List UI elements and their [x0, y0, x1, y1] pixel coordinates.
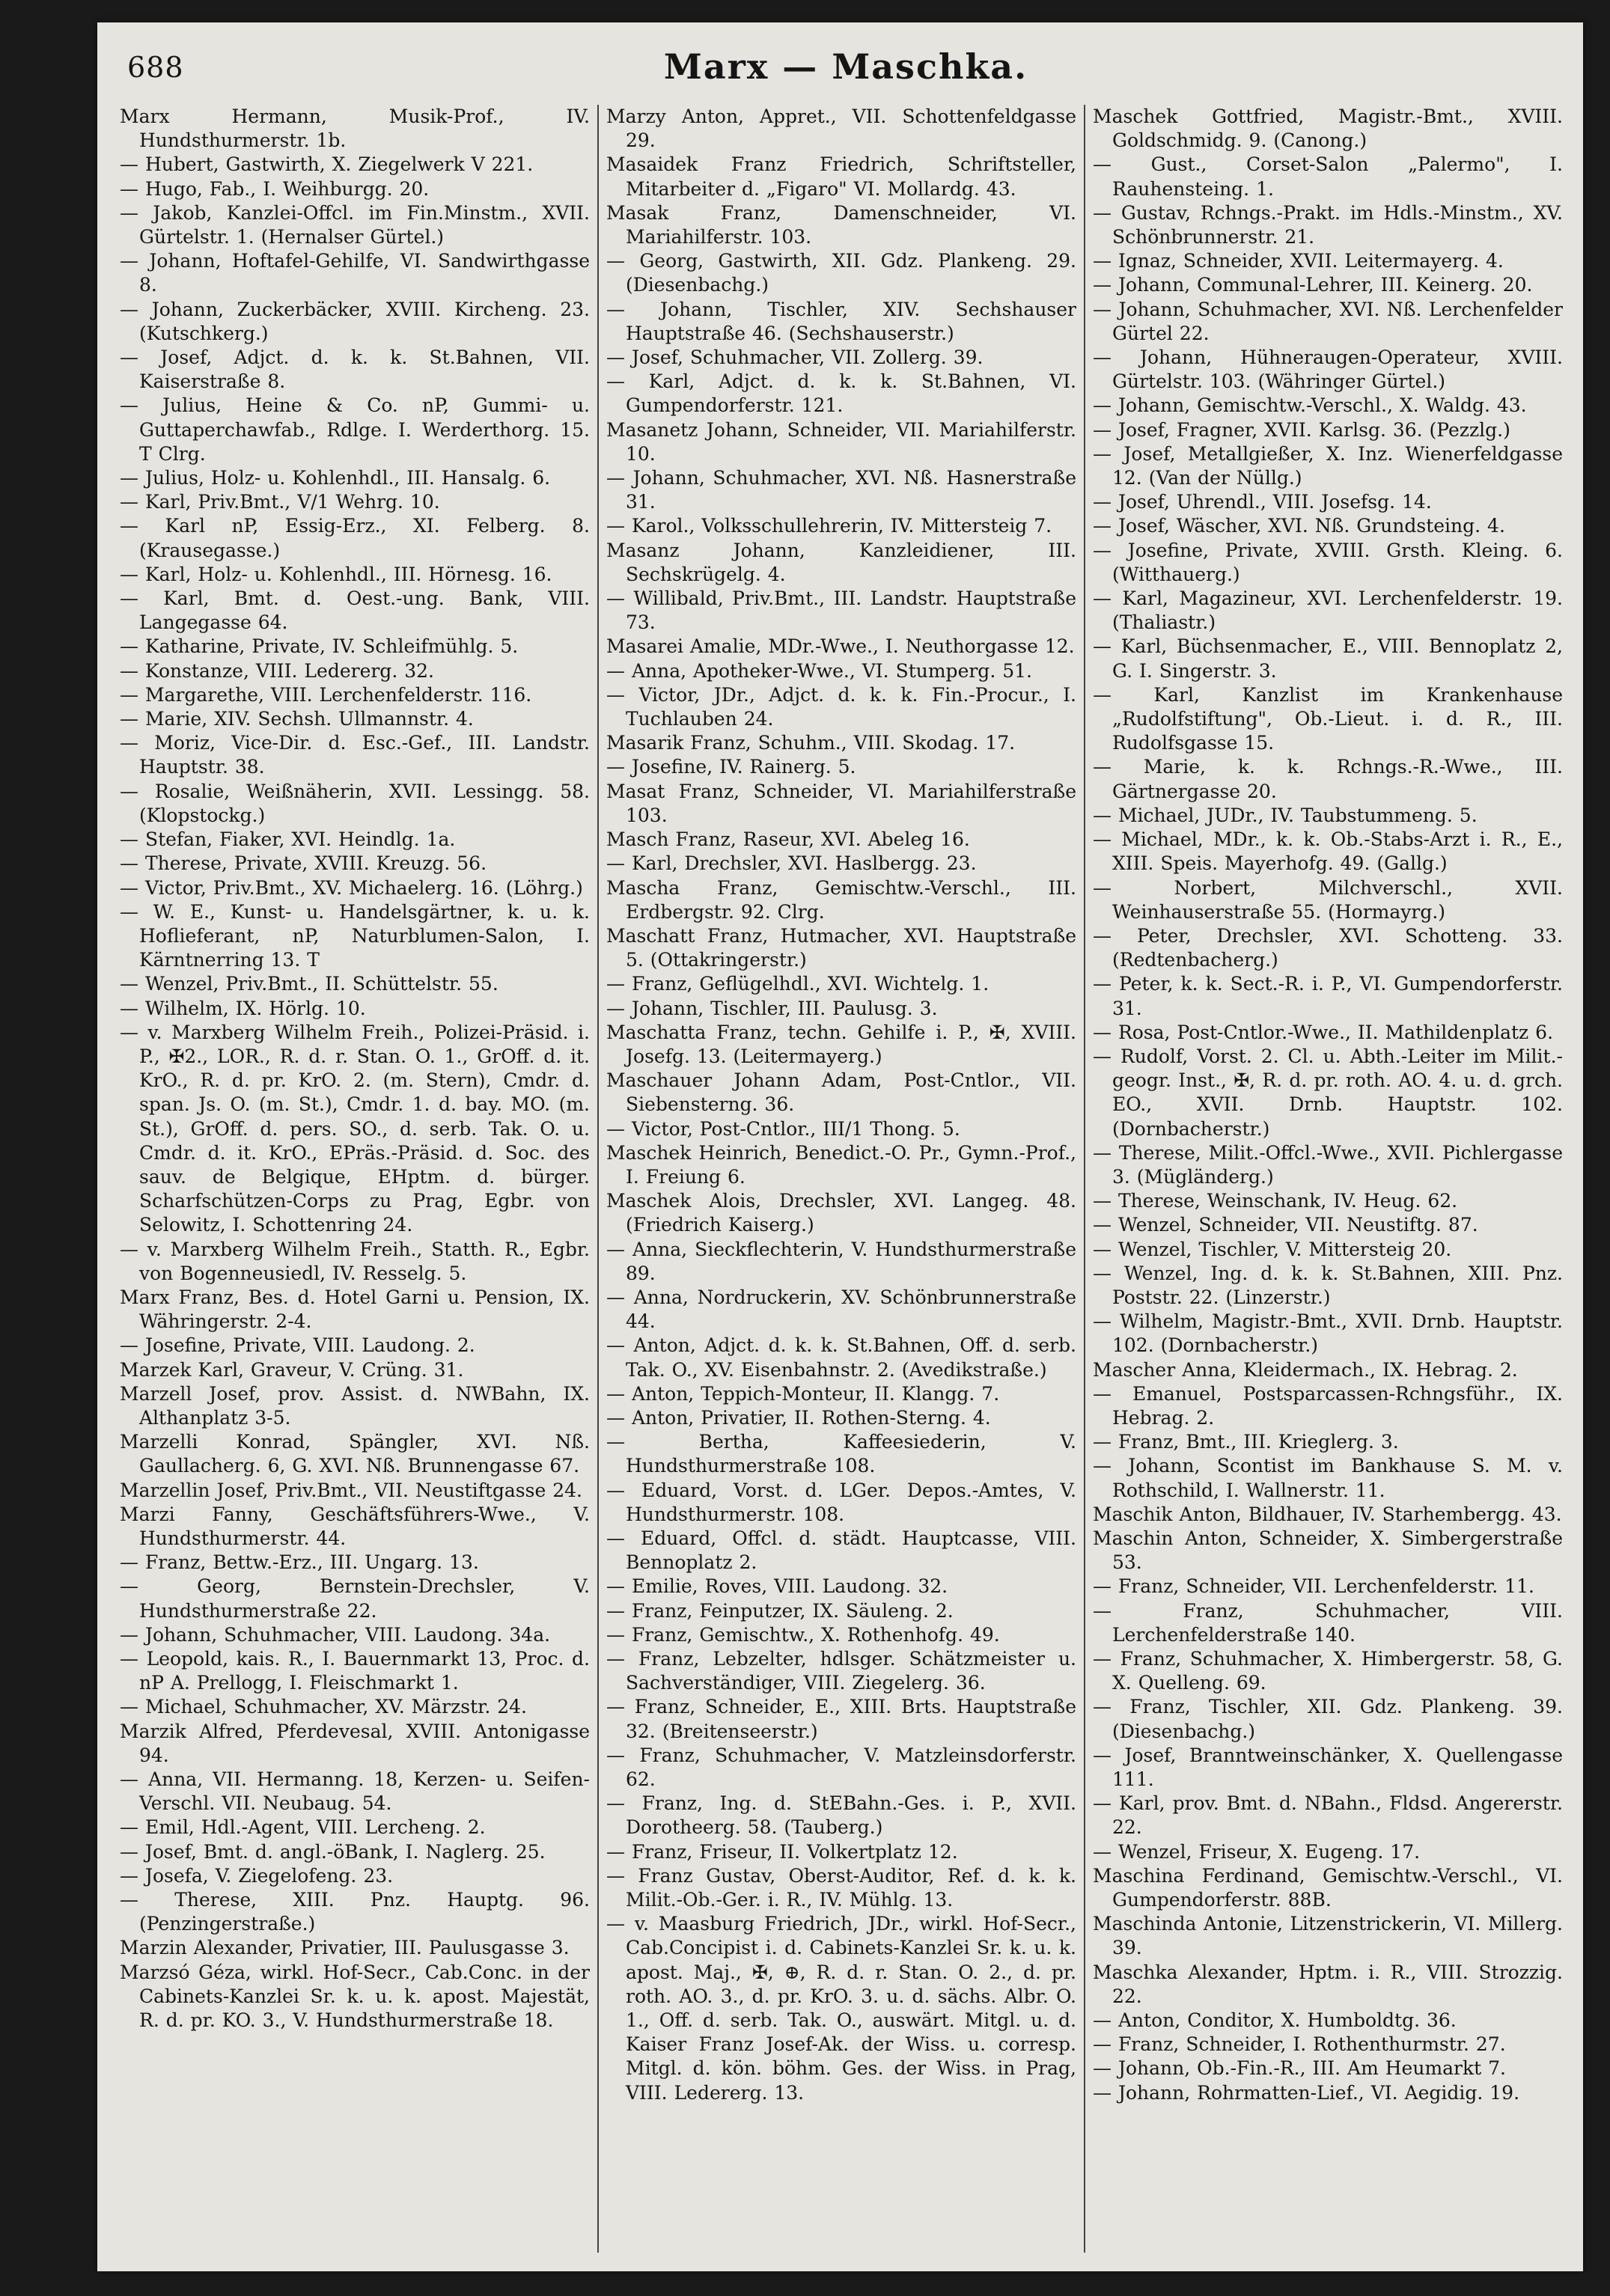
- directory-columns: [120, 105, 1572, 2253]
- directory-entry: — Franz, Tischler, XII. Gdz. Plankeng. 39. (Diesenbachg.): [1093, 1696, 1563, 1742]
- directory-entry: Marzi Fanny, Geschäftsführers-Wwe., V. Hundsthurmerstr. 44.: [120, 1503, 590, 1549]
- directory-entry: Maschek Gottfried, Magistr.-Bmt., XVIII. Goldschmidg. 9. (Canong.): [1093, 106, 1563, 152]
- directory-entry: Marzsó Géza, wirkl. Hof-Secr., Cab.Conc. in der Cabinets-Kanzlei Sr. k. u. k. apost. Majestät, R. d. pr. KO. 3., V. Hundsthurmerstraße 18.: [120, 1961, 590, 2032]
- directory-entry: — Franz, Ing. d. StEBahn.-Ges. i. P., XVII. Dorotheerg. 58. (Tauberg.): [606, 1792, 1076, 1839]
- directory-entry: — Johann, Tischler, III. Paulusg. 3.: [606, 997, 938, 1019]
- directory-entry: — Johann, Rohrmatten-Lief., VI. Aegidig. 19.: [1093, 2081, 1520, 2104]
- directory-entry: — Bertha, Kaffeesiederin, V. Hundsthurmerstraße 108.: [606, 1431, 1076, 1477]
- directory-entry: — Franz, Friseur, II. Volkertplatz 12.: [606, 1840, 958, 1863]
- directory-entry: — Franz, Schneider, VII. Lerchenfelderstr. 11.: [1093, 1575, 1534, 1598]
- directory-entry: Maschatt Franz, Hutmacher, XVI. Hauptstraße 5. (Ottakringerstr.): [606, 924, 1076, 971]
- directory-entry: Maschauer Johann Adam, Post-Cntlor., VII. Siebensterng. 36.: [606, 1069, 1076, 1116]
- directory-entry: — Emanuel, Postsparcassen-Rchngsführ., IX. Hebrag. 2.: [1093, 1382, 1563, 1429]
- directory-entry: — Johann, Scontist im Bankhause S. M. v. Rothschild, I. Wallnerstr. 11.: [1093, 1455, 1563, 1501]
- directory-entry: — Emil, Hdl.-Agent, VIII. Lercheng. 2.: [120, 1816, 486, 1839]
- directory-entry: Marzik Alfred, Pferdevesal, XVIII. Antonigasse 94.: [120, 1720, 590, 1766]
- directory-entry: — Franz, Schuhmacher, VIII. Lerchenfelderstraße 140.: [1093, 1599, 1563, 1646]
- directory-entry: — Michael, JUDr., IV. Taubstummeng. 5.: [1093, 804, 1478, 826]
- directory-entry: — Gustav, Rchngs.-Prakt. im Hdls.-Minstm., XV. Schönbrunnerstr. 21.: [1093, 201, 1563, 248]
- page-number: 688: [127, 51, 184, 84]
- directory-entry: — Josefine, IV. Rainerg. 5.: [606, 756, 856, 778]
- directory-entry: Maschinda Antonie, Litzenstrickerin, VI. Millerg. 39.: [1093, 1913, 1563, 1959]
- directory-entry: Marx Hermann, Musik-Prof., IV. Hundsthurmerstr. 1b.: [120, 106, 590, 152]
- directory-entry: — Anna, Sieckflechterin, V. Hundsthurmerstraße 89.: [606, 1238, 1076, 1284]
- directory-entry: — Marie, XIV. Sechsh. Ullmannstr. 4.: [120, 708, 474, 730]
- directory-entry: — v. Marxberg Wilhelm Freih., Statth. R., Egbr. von Bogenneusiedl, IV. Resselg. 5.: [120, 1238, 590, 1284]
- directory-entry: Masarei Amalie, MDr.-Wwe., I. Neuthorgasse 12.: [606, 635, 1075, 658]
- directory-entry: — Karl nP, Essig-Erz., XI. Felberg. 8. (Krausegasse.): [120, 515, 590, 561]
- directory-entry: — Johann, Hühneraugen-Operateur, XVIII. Gürtelstr. 103. (Währinger Gürtel.): [1093, 346, 1563, 393]
- directory-entry: — v. Marxberg Wilhelm Freih., Polizei-Präsid. i. P., ✠2., LOR., R. d. r. Stan. O. 1., GrOff. d. it. KrO., R. d. pr. KrO. 2. (m. Stern), Cmdr. d. span. Js. O. (m. St.), Cmdr. 1. d. bay. MO. (m. St.), GrOff. d. pers. SO., d. serb. Tak. O. u. Cmdr. d. it. KrO., EPräs.-Präsid. d. Soc. des sauv. de Belgique, EHptm. d. bürger. Scharfschützen-Corps zu Prag, Egbr. von Selowitz, I. Schottenring 24.: [120, 1021, 590, 1236]
- directory-entry: — Franz, Lebzelter, hdlsger. Schätzmeister u. Sachverständiger, VIII. Ziegelerg. 36.: [606, 1648, 1076, 1694]
- directory-entry: — Katharine, Private, IV. Schleifmühlg. 5.: [120, 635, 519, 658]
- directory-entry: Mascher Anna, Kleidermach., IX. Hebrag. 2.: [1093, 1358, 1518, 1381]
- directory-entry: — Therese, Weinschank, IV. Heug. 62.: [1093, 1190, 1458, 1212]
- directory-entry: — Jakob, Kanzlei-Offcl. im Fin.Minstm., XVII. Gürtelstr. 1. (Hernalser Gürtel.): [120, 201, 590, 248]
- directory-entry: — Wenzel, Tischler, V. Mittersteig 20.: [1093, 1238, 1452, 1260]
- directory-entry: — v. Maasburg Friedrich, JDr., wirkl. Hof-Secr., Cab.Concipist i. d. Cabinets-Kanzlei Sr. k. u. k. apost. Maj., ✠, ⊕, R. d. r. Stan. O. 2., d. pr. roth. AO. 3., d. pr. KrO. 3. u. d. sächs. Albr. O. 1., Off. d. serb. Tak. O., auswärt. Mitgl. u. d. Kaiser Franz Josef-Ak. der Wiss. u. corresp. Mitgl. d. kön. böhm. Ges. der Wiss. in Prag, VIII. Ledererg. 13.: [606, 1913, 1076, 2104]
- directory-entry: Masanetz Johann, Schneider, VII. Mariahilferstr. 10.: [606, 418, 1076, 465]
- directory-entry: — Johann, Gemischtw.-Verschl., X. Waldg. 43.: [1093, 394, 1527, 417]
- directory-entry: — Anna, VII. Hermanng. 18, Kerzen- u. Seifen-Verschl. VII. Neubaug. 54.: [120, 1768, 590, 1815]
- directory-entry: — Karl, Adjct. d. k. k. St.Bahnen, VI. Gumpendorferstr. 121.: [606, 370, 1076, 417]
- directory-entry: — Rudolf, Vorst. 2. Cl. u. Abth.-Leiter im Milit.-geogr. Inst., ✠, R. d. pr. roth. AO. 4. u. d. grch. EO., XVII. Drnb. Hauptstr. 102. (Dornbacherstr.): [1093, 1045, 1563, 1140]
- directory-entry: — Franz, Gemischtw., X. Rothenhofg. 49.: [606, 1623, 1000, 1646]
- directory-entry: — Hugo, Fab., I. Weihburgg. 20.: [120, 177, 430, 200]
- column-2: [606, 105, 1076, 2253]
- directory-entry: — Julius, Holz- u. Kohlenhdl., III. Hansalg. 6.: [120, 467, 551, 489]
- directory-entry: — Karl, Drechsler, XVI. Haslbergg. 23.: [606, 852, 977, 875]
- directory-entry: — Peter, Drechsler, XVI. Schotteng. 33. (Redtenbacherg.): [1093, 924, 1563, 971]
- directory-entry: — Franz, Feinputzer, IX. Säuleng. 2.: [606, 1599, 954, 1622]
- directory-entry: — Josef, Metallgießer, X. Inz. Wienerfeldgasse 12. (Van der Nüllg.): [1093, 442, 1563, 489]
- directory-entry: Marzin Alexander, Privatier, III. Paulusgasse 3.: [120, 1937, 570, 1959]
- directory-entry: — Anna, Nordruckerin, XV. Schönbrunnerstraße 44.: [606, 1286, 1076, 1333]
- directory-entry: — Josef, Adjct. d. k. k. St.Bahnen, VII. Kaiserstraße 8.: [120, 346, 590, 393]
- directory-entry: Maschin Anton, Schneider, X. Simbergerstraße 53.: [1093, 1527, 1563, 1574]
- directory-entry: — Willibald, Priv.Bmt., III. Landstr. Hauptstraße 73.: [606, 587, 1076, 634]
- directory-entry: — Wilhelm, Magistr.-Bmt., XVII. Drnb. Hauptstr. 102. (Dornbacherstr.): [1093, 1310, 1563, 1357]
- directory-entry: — Michael, MDr., k. k. Ob.-Stabs-Arzt i. R., E., XIII. Speis. Mayerhofg. 49. (Gallg.): [1093, 828, 1563, 875]
- directory-entry: Masak Franz, Damenschneider, VI. Mariahilferstr. 103.: [606, 201, 1076, 248]
- directory-entry: — Leopold, kais. R., I. Bauernmarkt 13, Proc. d. nP A. Prellogg, I. Fleischmarkt 1.: [120, 1648, 590, 1694]
- directory-entry: — Franz, Geflügelhdl., XVI. Wichtelg. 1.: [606, 973, 990, 995]
- directory-entry: Marzek Karl, Graveur, V. Crüng. 31.: [120, 1358, 464, 1381]
- directory-entry: — Rosa, Post-Cntlor.-Wwe., II. Mathildenplatz 6.: [1093, 1021, 1554, 1043]
- directory-entry: — Peter, k. k. Sect.-R. i. P., VI. Gumpendorferstr. 31.: [1093, 973, 1563, 1019]
- directory-entry: Marzelli Konrad, Spängler, XVI. Nß. Gaullacherg. 6, G. XVI. Nß. Brunnengasse 67.: [120, 1431, 590, 1477]
- directory-entry: — Josef, Bmt. d. angl.-öBank, I. Naglerg. 25.: [120, 1840, 546, 1863]
- directory-entry: — Emilie, Roves, VIII. Laudong. 32.: [606, 1575, 948, 1598]
- directory-entry: — Josef, Uhrendl., VIII. Josefsg. 14.: [1093, 491, 1432, 513]
- directory-entry: — Victor, JDr., Adjct. d. k. k. Fin.-Procur., I. Tuchlauben 24.: [606, 683, 1076, 730]
- directory-entry: — Moriz, Vice-Dir. d. Esc.-Gef., III. Landstr. Hauptstr. 38.: [120, 732, 590, 778]
- directory-entry: — Josef, Wäscher, XVI. Nß. Grundsteing. 4.: [1093, 515, 1505, 537]
- directory-entry: — Stefan, Fiaker, XVI. Heindlg. 1a.: [120, 828, 456, 851]
- directory-entry: — Karl, Priv.Bmt., V/1 Wehrg. 10.: [120, 491, 440, 513]
- directory-entry: — Franz, Bettw.-Erz., III. Ungarg. 13.: [120, 1551, 479, 1574]
- directory-entry: — Rosalie, Weißnäherin, XVII. Lessingg. 58. (Klopstockg.): [120, 780, 590, 826]
- column-3: [1093, 105, 1563, 2253]
- directory-entry: — Karl, Büchsenmacher, E., VIII. Bennoplatz 2, G. I. Singerstr. 3.: [1093, 635, 1563, 682]
- directory-entry: — Johann, Tischler, XIV. Sechshauser Hauptstraße 46. (Sechshauserstr.): [606, 298, 1076, 344]
- directory-entry: — Julius, Heine & Co. nP, Gummi- u. Guttaperchawfab., Rdlge. I. Werderthorg. 15. T Clrg.: [120, 394, 590, 465]
- directory-entry: — W. E., Kunst- u. Handelsgärtner, k. u. k. Hoflieferant, nP, Naturblumen-Salon, I. Kärntnerring 13. T: [120, 900, 590, 971]
- directory-entry: — Ignaz, Schneider, XVII. Leitermayerg. 4.: [1093, 250, 1504, 272]
- directory-entry: — Franz, Schneider, I. Rothenthurmstr. 27.: [1093, 2033, 1506, 2056]
- column-divider: [1084, 105, 1085, 2253]
- directory-entry: — Johann, Schuhmacher, XVI. Nß. Hasnerstraße 31.: [606, 467, 1076, 513]
- page-header: [127, 42, 1564, 94]
- directory-entry: Masaidek Franz Friedrich, Schriftsteller, Mitarbeiter d. „Figaro" VI. Mollardg. 43.: [606, 153, 1076, 200]
- directory-entry: — Johann, Zuckerbäcker, XVIII. Kircheng. 23. (Kutschkerg.): [120, 298, 590, 344]
- directory-entry: Masat Franz, Schneider, VI. Mariahilferstraße 103.: [606, 780, 1076, 826]
- directory-entry: — Anna, Apotheker-Wwe., VI. Stumperg. 51.: [606, 659, 1032, 682]
- directory-entry: — Josefine, Private, XVIII. Grsth. Kleing. 6. (Witthauerg.): [1093, 539, 1563, 585]
- directory-page: [97, 22, 1583, 2271]
- directory-entry: Maschik Anton, Bildhauer, IV. Starhembergg. 43.: [1093, 1503, 1562, 1525]
- directory-entry: — Gust., Corset-Salon „Palermo", I. Rauhensteing. 1.: [1093, 153, 1563, 200]
- directory-entry: — Eduard, Offcl. d. städt. Hauptcasse, VIII. Bennoplatz 2.: [606, 1527, 1076, 1574]
- directory-entry: Maschka Alexander, Hptm. i. R., VIII. Strozzig. 22.: [1093, 1961, 1563, 2007]
- directory-entry: Maschatta Franz, techn. Gehilfe i. P., ✠, XVIII. Josefg. 13. (Leitermayerg.): [606, 1021, 1076, 1067]
- directory-entry: — Hubert, Gastwirth, X. Ziegelwerk V 221.: [120, 153, 534, 176]
- directory-entry: — Anton, Conditor, X. Humboldtg. 36.: [1093, 2009, 1457, 2032]
- directory-entry: Masanz Johann, Kanzleidiener, III. Sechskrügelg. 4.: [606, 539, 1076, 585]
- directory-entry: — Anton, Teppich-Monteur, II. Klangg. 7.: [606, 1382, 1000, 1405]
- directory-entry: — Johann, Schuhmacher, VIII. Laudong. 34a.: [120, 1623, 551, 1646]
- directory-entry: — Karl, Bmt. d. Oest.-ung. Bank, VIII. Langegasse 64.: [120, 587, 590, 634]
- directory-entry: — Therese, XIII. Pnz. Hauptg. 96. (Penzingerstraße.): [120, 1889, 590, 1935]
- directory-entry: — Franz, Schuhmacher, V. Matzleinsdorferstr. 62.: [606, 1744, 1076, 1791]
- directory-entry: Masarik Franz, Schuhm., VIII. Skodag. 17.: [606, 732, 1016, 754]
- directory-entry: — Johann, Ob.-Fin.-R., III. Am Heumarkt 7.: [1093, 2057, 1506, 2080]
- directory-entry: — Johann, Hoftafel-Gehilfe, VI. Sandwirthgasse 8.: [120, 250, 590, 296]
- directory-entry: — Anton, Adjct. d. k. k. St.Bahnen, Off. d. serb. Tak. O., XV. Eisenbahnstr. 2. (Avedikstraße.): [606, 1334, 1076, 1381]
- directory-entry: — Johann, Schuhmacher, XVI. Nß. Lerchenfelder Gürtel 22.: [1093, 298, 1563, 344]
- directory-entry: — Therese, Milit.-Offcl.-Wwe., XVII. Pichlergasse 3. (Mügländerg.): [1093, 1141, 1563, 1188]
- directory-entry: Marzellin Josef, Priv.Bmt., VII. Neustiftgasse 24.: [120, 1479, 582, 1501]
- directory-entry: — Georg, Bernstein-Drechsler, V. Hundsthurmerstraße 22.: [120, 1575, 590, 1622]
- directory-entry: Maschina Ferdinand, Gemischtw.-Verschl., VI. Gumpendorferstr. 88B.: [1093, 1864, 1563, 1911]
- directory-entry: — Michael, Schuhmacher, XV. Märzstr. 24.: [120, 1696, 528, 1718]
- directory-entry: — Franz, Bmt., III. Krieglerg. 3.: [1093, 1431, 1399, 1453]
- directory-entry: Mascha Franz, Gemischtw.-Verschl., III. Erdbergstr. 92. Clrg.: [606, 876, 1076, 923]
- directory-entry: — Karl, prov. Bmt. d. NBahn., Fldsd. Angererstr. 22.: [1093, 1792, 1563, 1839]
- directory-entry: — Wenzel, Ing. d. k. k. St.Bahnen, XIII. Pnz. Poststr. 22. (Linzerstr.): [1093, 1262, 1563, 1308]
- directory-entry: Masch Franz, Raseur, XVI. Abeleg 16.: [606, 828, 970, 851]
- directory-entry: Maschek Heinrich, Benedict.-O. Pr., Gymn.-Prof., I. Freiung 6.: [606, 1141, 1076, 1188]
- directory-entry: — Franz, Schuhmacher, X. Himbergerstr. 58, G. X. Quelleng. 69.: [1093, 1648, 1563, 1694]
- directory-entry: — Anton, Privatier, II. Rothen-Sterng. 4.: [606, 1406, 991, 1429]
- directory-entry: — Franz, Schneider, E., XIII. Brts. Hauptstraße 32. (Breitenseerstr.): [606, 1696, 1076, 1742]
- directory-entry: — Johann, Communal-Lehrer, III. Keinerg. 20.: [1093, 274, 1533, 296]
- directory-entry: — Konstanze, VIII. Ledererg. 32.: [120, 659, 434, 682]
- directory-entry: — Wenzel, Friseur, X. Eugeng. 17.: [1093, 1840, 1421, 1863]
- directory-entry: — Karl, Magazineur, XVI. Lerchenfelderstr. 19. (Thaliastr.): [1093, 587, 1563, 634]
- directory-entry: — Karol., Volksschullehrerin, IV. Mittersteig 7.: [606, 515, 1052, 537]
- directory-entry: — Josef, Schuhmacher, VII. Zollerg. 39.: [606, 346, 984, 369]
- directory-entry: — Franz Gustav, Oberst-Auditor, Ref. d. k. k. Milit.-Ob.-Ger. i. R., IV. Mühlg. 13.: [606, 1864, 1076, 1911]
- directory-entry: — Karl, Holz- u. Kohlenhdl., III. Hörnesg. 16.: [120, 563, 552, 585]
- directory-entry: — Wenzel, Priv.Bmt., II. Schüttelstr. 55.: [120, 973, 498, 995]
- directory-entry: — Therese, Private, XVIII. Kreuzg. 56.: [120, 852, 487, 875]
- directory-entry: — Victor, Post-Cntlor., III/1 Thong. 5.: [606, 1117, 960, 1140]
- directory-entry: Marzy Anton, Appret., VII. Schottenfeldgasse 29.: [606, 106, 1076, 152]
- directory-entry: — Norbert, Milchverschl., XVII. Weinhauserstraße 55. (Hormayrg.): [1093, 876, 1563, 923]
- directory-entry: — Josefa, V. Ziegelofeng. 23.: [120, 1864, 394, 1887]
- directory-entry: — Josefine, Private, VIII. Laudong. 2.: [120, 1334, 475, 1357]
- directory-entry: — Karl, Kanzlist im Krankenhause „Rudolfstiftung", Ob.-Lieut. i. d. R., III. Rudolfsgasse 15.: [1093, 683, 1563, 754]
- running-head: Marx — Maschka.: [663, 46, 1028, 87]
- directory-entry: — Georg, Gastwirth, XII. Gdz. Plankeng. 29. (Diesenbachg.): [606, 250, 1076, 296]
- directory-entry: — Josef, Fragner, XVII. Karlsg. 36. (Pezzlg.): [1093, 418, 1510, 441]
- directory-entry: — Eduard, Vorst. d. LGer. Depos.-Amtes, V. Hundsthurmerstr. 108.: [606, 1479, 1076, 1525]
- directory-entry: — Wilhelm, IX. Hörlg. 10.: [120, 997, 366, 1019]
- directory-entry: — Margarethe, VIII. Lerchenfelderstr. 116.: [120, 683, 532, 706]
- directory-entry: Maschek Alois, Drechsler, XVI. Langeg. 48. (Friedrich Kaiserg.): [606, 1190, 1076, 1236]
- directory-entry: — Wenzel, Schneider, VII. Neustiftg. 87.: [1093, 1214, 1478, 1236]
- column-divider: [597, 105, 599, 2253]
- directory-entry: — Marie, k. k. Rchngs.-R.-Wwe., III. Gärtnergasse 20.: [1093, 756, 1563, 802]
- directory-entry: Marx Franz, Bes. d. Hotel Garni u. Pension, IX. Währingerstr. 2-4.: [120, 1286, 590, 1333]
- directory-entry: — Josef, Branntweinschänker, X. Quellengasse 111.: [1093, 1744, 1563, 1791]
- directory-entry: — Victor, Priv.Bmt., XV. Michaelerg. 16. (Löhrg.): [120, 876, 583, 899]
- column-1: [120, 105, 590, 2253]
- directory-entry: Marzell Josef, prov. Assist. d. NWBahn, IX. Althanplatz 3-5.: [120, 1382, 590, 1429]
